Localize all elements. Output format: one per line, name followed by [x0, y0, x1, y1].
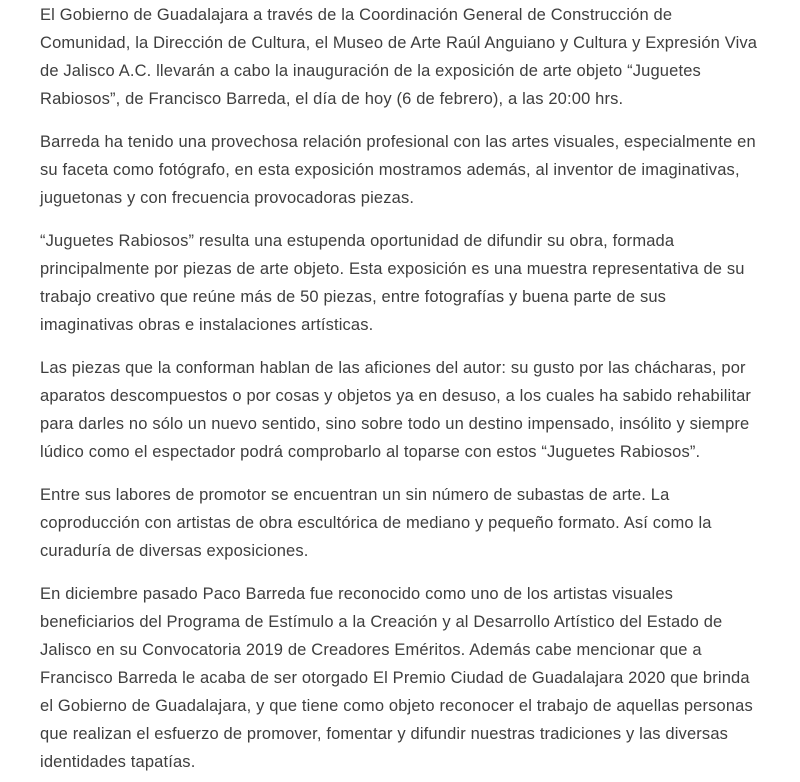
paragraph-promoter-work: Entre sus labores de promotor se encuentran un sin número de subastas de arte. La coproducción con artistas de obra escultórica de mediano y pequeño formato. Así como la curaduría de diversas exposiciones. [40, 486, 712, 560]
paragraph-artist-background: Barreda ha tenido una provechosa relación profesional con las artes visuales, especialmente en su faceta como fotógrafo, en esta exposición mostramos además, al inventor de imaginativas, juguetonas y con frecuencia provocadoras piezas. [40, 133, 756, 207]
article-body [40, 1, 762, 776]
paragraph-intro: El Gobierno de Guadalajara a través de la Coordinación General de Construcción de Comunidad, la Dirección de Cultura, el Museo de Arte Raúl Anguiano y Cultura y Expresión Viva de Jalisco A.C. llevarán a cabo la inauguración de la exposición de arte objeto “Juguetes Rabiosos”, de Francisco Barreda, el día de hoy (6 de febrero), a las 20:00 hrs. [40, 6, 758, 108]
paragraph-awards: En diciembre pasado Paco Barreda fue reconocido como uno de los artistas visuales beneficiarios del Programa de Estímulo a la Creación y al Desarrollo Artístico del Estado de Jalisco en su Convocatoria 2019 de Creadores Eméritos. Además cabe mencionar que a Francisco Barreda le acaba de ser otorgado El Premio Ciudad de Guadalajara 2020 que brinda el Gobierno de Guadalajara, y que tiene como objeto reconocer el trabajo de aquellas personas que realizan el esfuerzo de promover, fomentar y difundir nuestras tradiciones y las diversas identidades tapatías. [40, 585, 753, 771]
paragraph-exhibition-overview: “Juguetes Rabiosos” resulta una estupenda oportunidad de difundir su obra, formada principalmente por piezas de arte objeto. Esta exposición es una muestra representativa de su trabajo creativo que reúne más de 50 piezas, entre fotografías y buena parte de sus imaginativas obras e instalaciones artísticas. [40, 232, 745, 334]
paragraph-pieces-description: Las piezas que la conforman hablan de las aficiones del autor: su gusto por las chácharas, por aparatos descompuestos o por cosas y objetos ya en desuso, a los cuales ha sabido rehabilitar para darles no sólo un nuevo sentido, sino sobre todo un destino impensado, insólito y siempre lúdico como el espectador podrá comprobarlo al toparse con estos “Juguetes Rabiosos”. [40, 359, 752, 461]
